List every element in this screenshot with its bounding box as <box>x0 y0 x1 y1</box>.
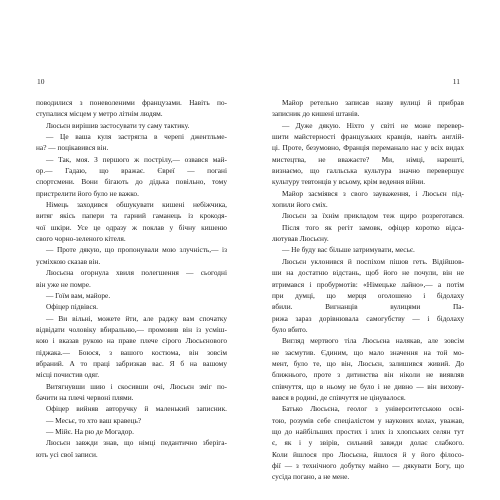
text-line: хопили його сміх. <box>272 200 328 210</box>
text-line: Люсьєн за їхнім прикладом теж щиро розреготався. <box>282 211 464 221</box>
text-line: ор.— Гадаю, що вражає. Євреї — погані <box>36 166 227 176</box>
page-number-left: 10 <box>37 77 45 86</box>
text-line: усміхкою сказав він. <box>36 256 101 266</box>
text-line: Майор засміявся з свого зауваження, і Люсьєн під- <box>282 188 464 198</box>
text-line: сусіда погано, а не мене. <box>272 472 350 482</box>
text-line: — Дуже дякую. Ніхто у світі не може перевер- <box>282 120 464 130</box>
text-line: не засмутив. Єдиним, що мало значення на той мо- <box>272 347 464 357</box>
text-line: місці почистив одяг. <box>36 370 100 380</box>
text-line: на? — поцікавився він. <box>36 143 109 153</box>
text-line: бачити на плечі червоні плями. <box>36 392 134 402</box>
text-line: тою, розумів себе спеціалістом у наукових колах, уважав, <box>272 415 464 425</box>
text-line: визнаємо, що галльська культура значно перевершує <box>272 166 464 176</box>
text-line: було вбито. <box>272 324 308 334</box>
text-line: ступалися місцем у метро літнім людям. <box>36 109 163 119</box>
text-line: — Так, моя. З першого ж пострілу,— озвався май- <box>46 154 227 164</box>
text-line: фії — з технічного добутку майно — дякувати Богу, що <box>272 461 464 470</box>
text-line: — Гоїм вам, майоре. <box>46 290 111 300</box>
text-line: Після того як регіт замовк, офіцер коротко відса- <box>282 222 464 232</box>
right-page-text <box>272 97 464 483</box>
text-line: спортсмени. Вони бігають до дідька повільно, тому <box>36 177 227 187</box>
text-line: чої шкіри. Усе це одразу ж поклав у бічну кишеню <box>36 222 227 232</box>
text-line: мистецтва, не вважаєте? Ми, німці, нарешті, <box>272 154 464 164</box>
text-line: — Це ваша куля застрягла в черепі джентльме- <box>46 132 227 142</box>
text-line: Офіцер вийняв авторучку й маленький записник. <box>46 404 227 414</box>
text-line: мент, було те, що він, Люсьєн, залишився живий. До <box>272 358 464 368</box>
text-line: — Месьє, то хто ваш кравець? <box>46 415 142 425</box>
text-line: Батько Люсьєна, геолог з університетською осві- <box>282 404 464 414</box>
text-line: Люсьєн вирішив застосувати ту саму тактику. <box>46 120 190 130</box>
text-line: — Мійє. На рю де Могадор. <box>46 426 134 436</box>
text-line: поводилися з поневоленими французами. Навіть по- <box>36 98 227 107</box>
text-line: Вигляд мертвого тіла Люсьєна налякав, але зовсім <box>282 336 464 346</box>
left-page-text <box>36 97 227 460</box>
text-line: вбили. Вигнанців вулицями Па- <box>272 302 464 312</box>
text-line: він уже не помре. <box>36 279 91 289</box>
text-line: Коли йшлося про Люсьєна, йшлося й у його філосо- <box>272 449 464 459</box>
text-line: є, як і у звірів, сильний завжди долає слабкого. <box>272 438 464 448</box>
text-line: лютував Люсьєну. <box>272 234 329 244</box>
text-line: свого чорно-зеленого кітеля. <box>36 234 126 244</box>
text-line: ці. Проте, безумовно, Франція переманало нас у всіх видах <box>272 143 464 153</box>
text-line: — Проте дякую, що пропонували мою злучність,— із <box>46 245 227 255</box>
text-line: Люсьєна огорнула хвиля полегшення — сьогодні <box>46 268 227 278</box>
right-page <box>250 0 500 500</box>
text-line: пристрелити його було не важко. <box>36 188 139 198</box>
text-line: Люсьєн уклонився й поспіхом пішов геть. Відійшов- <box>282 256 464 266</box>
text-line: ють усі свої записи. <box>36 449 98 459</box>
text-line: ши на достатню відстань, щоб його не почули, він не <box>272 268 464 278</box>
text-line: Майор ретельно записав назву вулиці й прибрав <box>282 98 464 107</box>
page-number-right: 11 <box>452 77 460 86</box>
text-line: витяг якісь папери та гарний гаманець із крокодя- <box>36 211 227 221</box>
text-line: вбраний. А то праці забризкав вас. Я б на вашому <box>36 358 227 368</box>
text-line: Витягнувши шию і скосивши очі, Люсьєн зміг по- <box>46 381 227 391</box>
text-line: Офіцер підвівся. <box>46 302 98 312</box>
text-line: рижа зараз дорівнювала самогубству — і бідолаху <box>272 313 464 323</box>
text-line: при думці, що мерця оголошено і бідолаху <box>272 290 464 300</box>
text-line: ближнього, проте з дитинства він ніколи не виявляв <box>272 370 464 380</box>
text-line: вався в родині, де співчуття не цінувалося. <box>272 392 406 402</box>
text-line: співчуття, що в ньому не було і не дивно — він вихову- <box>272 381 464 391</box>
text-line: культуру тевтонців у всьому, крім ведення війни. <box>272 177 426 187</box>
text-line: — Ви вільні, можете йти, але раджу вам спочатку <box>46 313 227 323</box>
text-line: — Не буду вас більше затримувати, месьє. <box>282 245 415 255</box>
text-line: записник до кишені штанів. <box>272 109 360 119</box>
text-line: що до найбільших простих і злих із хлопських селян тут <box>272 426 464 436</box>
text-line: піджака.— Боюся, з вашого костюма, він зовсім <box>36 347 227 357</box>
text-line: втримався і пробурмотів: «Німецьке лайно»,— а потім <box>272 279 464 289</box>
text-line: Німець заходився обшукувати кишені небіжчика, <box>46 200 227 210</box>
text-line: Люсьєн завжди знав, що німці педантично зберіга- <box>46 438 227 448</box>
text-line: відвідати чоловіку вбиральню,— промовив він із усміш- <box>36 324 227 334</box>
text-line: шити майстерності французьких кравців, навіть англій- <box>272 132 464 142</box>
text-line: кою і вказав рукою на праве плече сірого Люсьєнового <box>36 336 227 346</box>
